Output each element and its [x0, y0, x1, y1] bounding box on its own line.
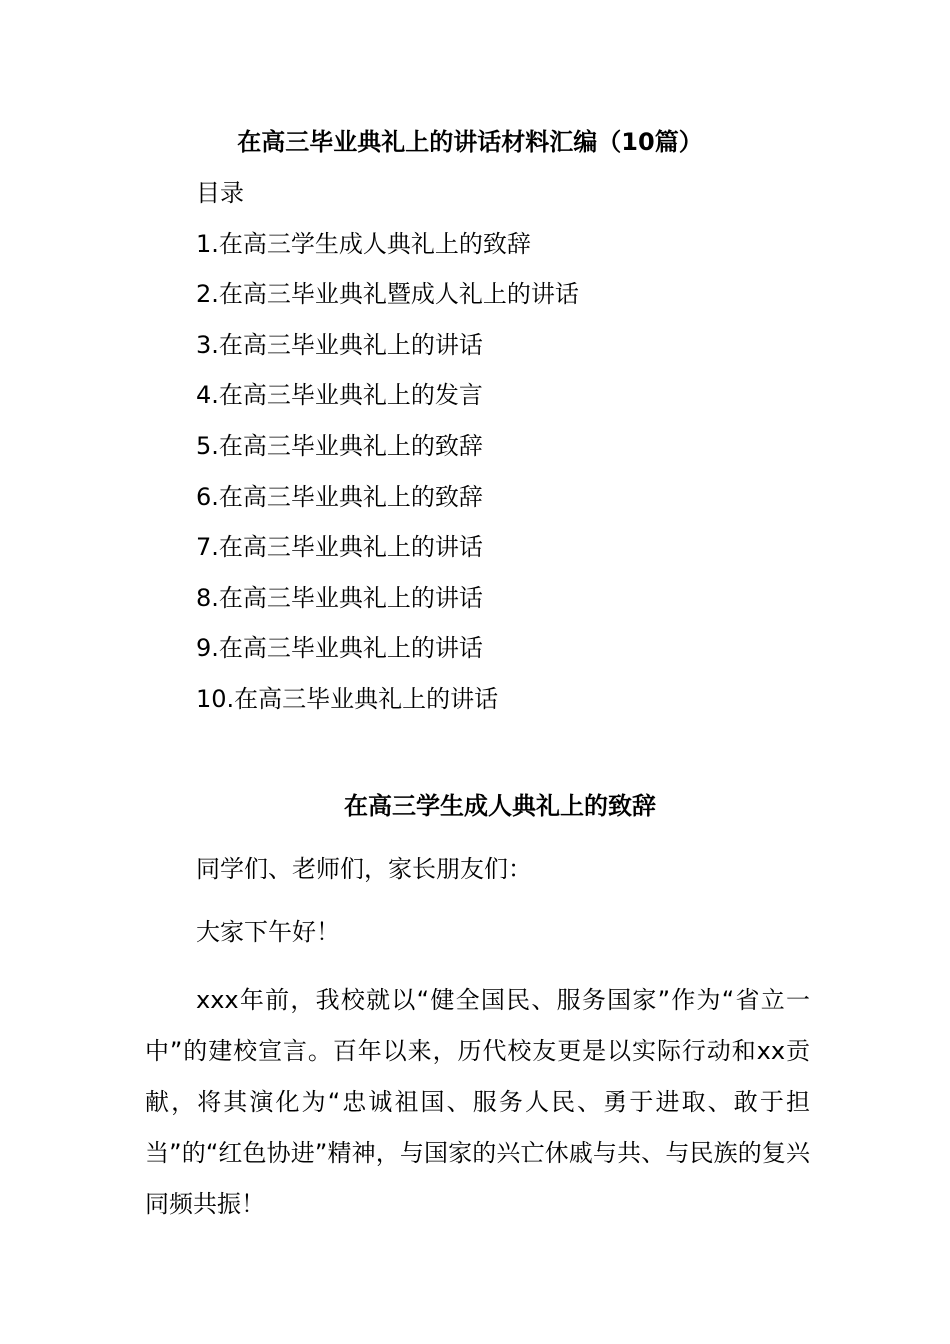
- section-title: 在高三学生成人典礼上的致辞: [344, 792, 656, 820]
- toc-item: 6.在高三毕业典礼上的致辞: [196, 482, 483, 511]
- toc-heading: 目录: [196, 179, 244, 207]
- toc-item: 2.在高三毕业典礼暨成人礼上的讲话: [196, 280, 579, 309]
- toc-item: 7.在高三毕业典礼上的讲话: [196, 533, 483, 562]
- toc-item: 3.在高三毕业典礼上的讲话: [196, 330, 483, 359]
- toc-item: 4.在高三毕业典礼上的发言: [196, 381, 483, 410]
- toc-item: 9.在高三毕业典礼上的讲话: [196, 634, 483, 663]
- body-paragraph: xxx年前，我校就以“健全国民、服务国家”作为“省立一中”的建校宣言。百年以来，历代校友更是以实际行动和xx贡献，将其演化为“忠诚祖国、服务人民、勇于进取、敢于担当”的“红色协进”精神，与国家的兴亡休戚与共、与民族的复兴同频共振！: [145, 986, 810, 1218]
- document-title: 在高三毕业典礼上的讲话材料汇编（10篇）: [237, 128, 703, 156]
- toc-item: 1.在高三学生成人典礼上的致辞: [196, 229, 531, 258]
- table-of-contents: [196, 175, 579, 732]
- salutation-line: 大家下午好！: [196, 918, 340, 946]
- toc-item: 5.在高三毕业典礼上的致辞: [196, 431, 483, 460]
- greeting-line: 同学们、老师们，家长朋友们：: [196, 855, 532, 883]
- toc-item: 8.在高三毕业典礼上的讲话: [196, 583, 483, 612]
- toc-item: 10.在高三毕业典礼上的讲话: [196, 684, 499, 713]
